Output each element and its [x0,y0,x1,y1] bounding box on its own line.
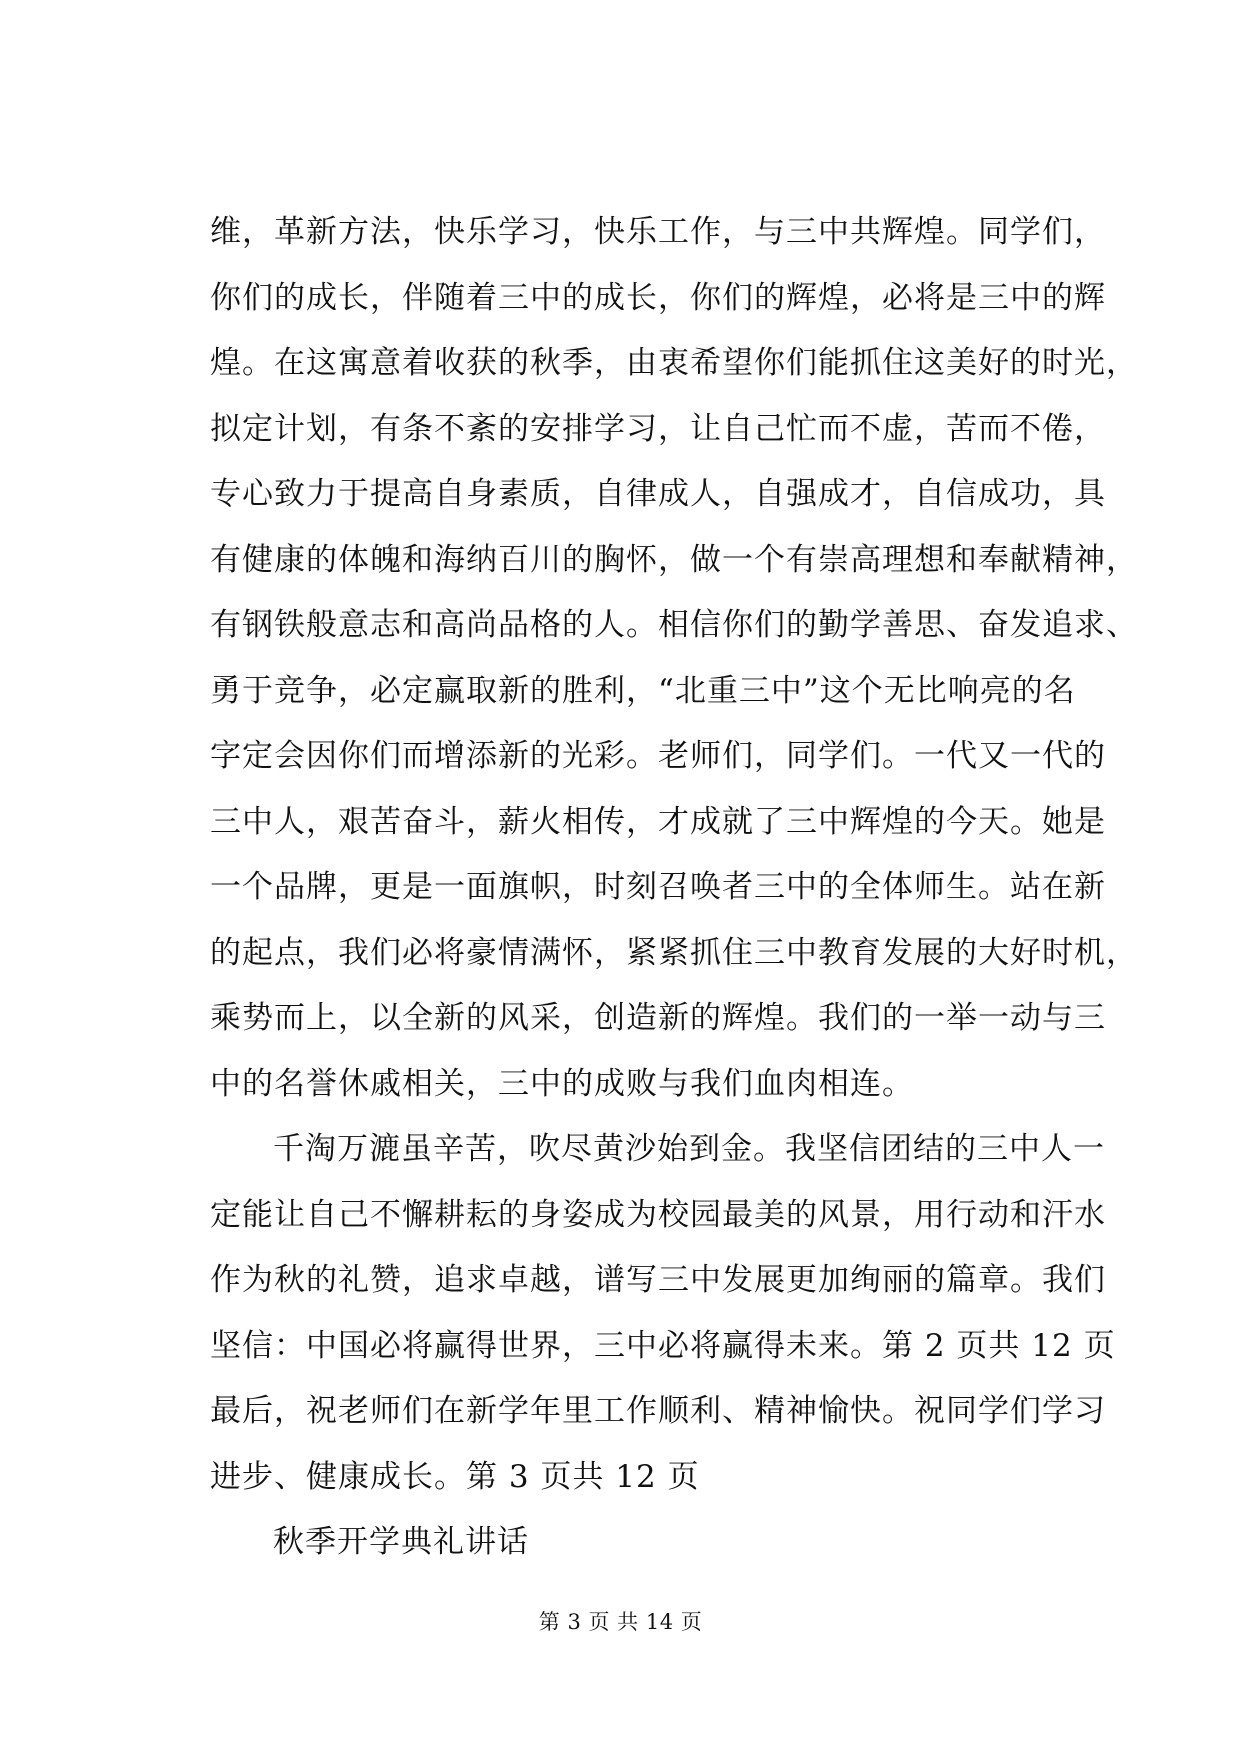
paragraph-1-line: 字定会因你们而增添新的光彩。老师们，同学们。一代又一代的 [210,738,1106,774]
paragraph-2-line: 千淘万漉虽辛苦，吹尽黄沙始到金。我坚信团结的三中人一 [273,1131,1105,1167]
paragraph-1-line: 煌。在这寓意着收获的秋季，由衷希望你们能抓住这美好的时光， [210,345,1138,381]
paragraph-2-line: 坚信：中国必将赢得世界，三中必将赢得未来。第 2 页共 12 页 [210,1327,1116,1364]
page-number-label: 第 3 页 共 14 页 [538,1610,703,1634]
paragraph-1-line: 有钢铁般意志和高尚品格的人。相信你们的勤学善思、奋发追求、 [210,607,1138,643]
paragraph-1-line: 一个品牌，更是一面旗帜，时刻召唤者三中的全体师生。站在新 [210,869,1106,905]
paragraph-1-line: 的起点，我们必将豪情满怀，紧紧抓住三中教育发展的大好时机， [210,934,1138,971]
paragraph-1-line: 专心致力于提高自身素质，自律成人，自强成才，自信成功，具 [210,476,1106,512]
paragraph-2-line: 作为秋的礼赞，追求卓越，谱写三中发展更加绚丽的篇章。我们 [210,1262,1106,1298]
document-body [210,200,1138,1576]
paragraph-2-line: 进步、健康成长。第 3 页共 12 页 [210,1458,700,1495]
paragraph-1-line: 三中人，艰苦奋斗，薪火相传，才成就了三中辉煌的今天。她是 [210,803,1106,840]
paragraph-1-line: 中的名誉休戚相关，三中的成败与我们血肉相连。 [210,1065,914,1102]
paragraph-1-line: 乘势而上，以全新的风采，创造新的辉煌。我们的一举一动与三 [210,1000,1106,1036]
paragraph-1-line: 拟定计划，有条不紊的安排学习，让自己忙而不虚，苦而不倦， [210,410,1106,447]
paragraph-2-line: 定能让自己不懈耕耘的身姿成为校园最美的风景，用行动和汗水 [210,1196,1106,1233]
paragraph-1-line: 你们的成长，伴随着三中的成长，你们的辉煌，必将是三中的辉 [210,279,1106,316]
section-heading: 秋季开学典礼讲话 [273,1524,529,1560]
paragraph-1-line: 有健康的体魄和海纳百川的胸怀，做一个有崇高理想和奉献精神， [210,541,1138,578]
paragraph-2-line: 最后，祝老师们在新学年里工作顺利、精神愉快。祝同学们学习 [210,1393,1106,1429]
page-footer [0,1608,1241,1636]
paragraph-1-line: 勇于竞争，必定赢取新的胜利，“北重三中”这个无比响亮的名 [210,672,1076,709]
paragraph-1-line: 维，革新方法，快乐学习，快乐工作，与三中共辉煌。同学们， [210,214,1106,250]
